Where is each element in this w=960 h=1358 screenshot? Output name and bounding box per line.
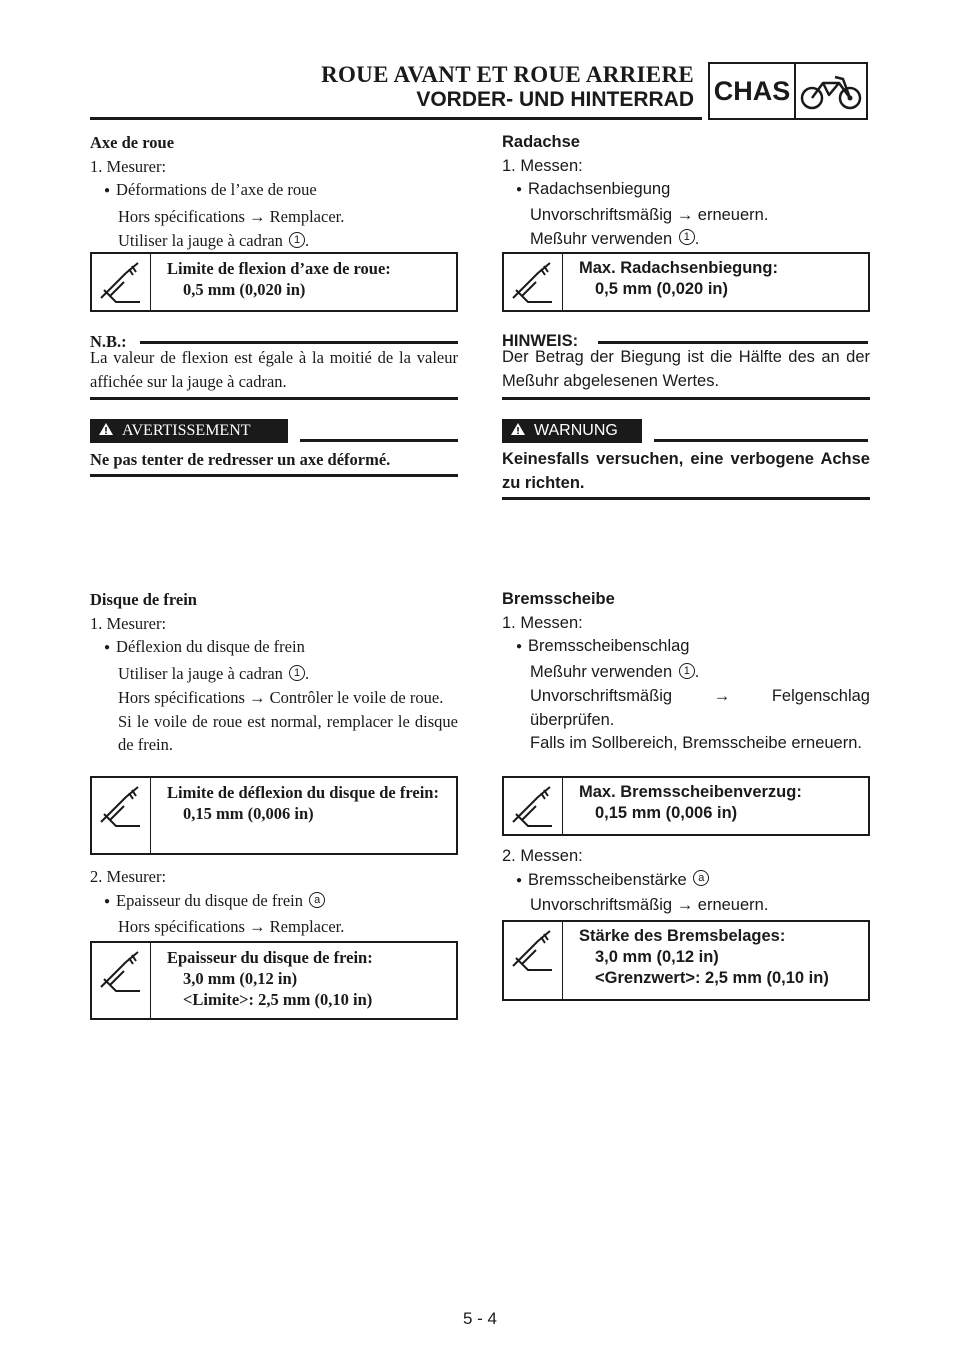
fr-axle-line3: Utiliser la jauge à cadran	[118, 230, 283, 250]
caliper-icon	[504, 254, 563, 310]
fr-disc-spec-box	[90, 776, 458, 855]
fr-thick-ref: a	[309, 892, 325, 908]
fr-warning-text: Ne pas tenter de redresser un axe déformé.	[90, 450, 391, 469]
de-axle-line2: Unvorschriftsmäßig → erneuern.	[530, 206, 769, 225]
fr-thick-line2: Hors spécifications → Remplacer.	[118, 917, 345, 937]
warning-triangle-icon	[98, 422, 114, 441]
caliper-icon	[504, 778, 563, 834]
fr-disc-line2: Utiliser la jauge à cadran	[118, 664, 283, 684]
fr-disc-section: Disque de frein 1. Mesurer: ● Déflexion du disque de frein Utiliser la jauge à cadran 1 . Hors spécifications → Contrôler le voile de roue. Si le voile de roue est normal, remplacer le disque de frein.	[90, 588, 458, 757]
title-french: ROUE AVANT ET ROUE ARRIERE	[321, 62, 694, 87]
de-warning-badge	[502, 419, 642, 443]
de-axle-heading: Radachse	[502, 133, 580, 151]
de-thick-spec-title: Stärke des Bremsbelages:	[579, 927, 786, 945]
de-note-text: Der Betrag der Biegung ist die Hälfte des an der Meßuhr abgelesenen Wertes.	[502, 348, 870, 390]
de-axle-ref: 1	[679, 229, 695, 245]
fr-thick-section	[90, 865, 458, 939]
fr-axle-heading: Axe de roue	[90, 133, 175, 152]
de-thick-step2: 2. Messen:	[502, 847, 583, 865]
motorcycle-icon	[796, 64, 866, 118]
warning-triangle-icon	[510, 422, 526, 441]
section-badge	[708, 62, 868, 120]
de-warning-text: Keinesfalls versuchen, eine verbogene Achse zu richten.	[502, 450, 870, 492]
fr-note-rule-bottom	[90, 397, 458, 400]
de-axle-line3: Meßuhr verwenden	[530, 229, 673, 248]
de-disc-line2: Meßuhr verwenden	[530, 663, 673, 682]
de-axle-section: Radachse 1. Messen: ● Radachsenbiegung Unvorschriftsmäßig → erneuern. Meßuhr verwenden 1 .	[502, 131, 870, 252]
de-warning-rule-bottom	[502, 497, 870, 500]
de-disc-bullet: ● Bremsscheibenschlag	[502, 635, 870, 661]
fr-thick-spec-box	[90, 941, 458, 1020]
de-thick-spec-value: 3,0 mm (0,12 in)	[595, 948, 719, 966]
de-axle-spec-title: Max. Radachsenbiegung:	[579, 259, 778, 277]
de-disc-spec-value: 0,15 mm (0,006 in)	[595, 804, 738, 822]
de-disc-line3: Unvorschriftsmäßig → Felgenschlag überprüfen.	[530, 686, 870, 729]
de-disc-step1: 1. Messen:	[502, 613, 583, 632]
fr-axle-line2: Hors spécifications → Remplacer.	[118, 207, 345, 227]
de-thick-section	[502, 845, 870, 918]
page-number: 5 - 4	[462, 1309, 498, 1328]
fr-note-text: La valeur de flexion est égale à la moitié de la valeur affichée sur la jauge à cadran.	[90, 348, 458, 391]
fr-disc-spec-value: 0,15 mm (0,006 in)	[183, 804, 314, 823]
fr-axle-ref: 1	[289, 232, 305, 248]
caliper-icon	[92, 943, 151, 1018]
de-note-rule-top	[598, 341, 868, 344]
de-thick-spec-box	[502, 920, 870, 1001]
de-disc-heading: Bremsscheibe	[502, 590, 615, 608]
de-disc-spec-title: Max. Bremsscheibenverzug:	[579, 783, 802, 801]
fr-disc-line3: Hors spécifications → Contrôler le voile de roue.	[118, 687, 444, 707]
fr-note-rule-top	[140, 341, 458, 344]
section-badge-label: CHAS	[710, 64, 796, 118]
de-warning-label: WARNUNG	[534, 422, 618, 439]
fr-disc-spec-title: Limite de déflexion du disque de frein:	[167, 783, 439, 802]
fr-disc-step1: 1. Mesurer:	[90, 613, 167, 633]
caliper-icon	[92, 254, 151, 310]
fr-thick-spec-limit: <Limite>: 2,5 mm (0,10 in)	[183, 990, 373, 1009]
fr-axle-spec-title: Limite de flexion d’axe de roue:	[167, 259, 391, 278]
fr-axle-bullet: ● Déformations de l’axe de roue	[90, 178, 458, 205]
de-warning-rule-top	[654, 439, 868, 442]
fr-disc-bullet: ● Déflexion du disque de frein	[90, 635, 458, 662]
fr-thick-bullet: Epaisseur du disque de frein	[116, 890, 303, 910]
fr-axle-spec-box	[90, 252, 458, 312]
title-german: VORDER- UND HINTERRAD	[416, 88, 694, 111]
de-disc-line4: Falls im Sollbereich, Bremsscheibe erneuern.	[530, 734, 862, 753]
de-axle-spec-value: 0,5 mm (0,020 in)	[595, 280, 728, 298]
de-thick-bullet: Bremsscheibenstärke	[528, 870, 687, 889]
fr-disc-ref: 1	[289, 665, 305, 681]
header-rule	[90, 117, 702, 120]
fr-axle-step1: 1. Mesurer:	[90, 156, 167, 176]
de-disc-ref: 1	[679, 663, 695, 679]
caliper-icon	[504, 922, 563, 999]
de-axle-step1: 1. Messen:	[502, 156, 583, 175]
de-thick-ref: a	[693, 870, 709, 886]
fr-thick-spec-title: Epaisseur du disque de frein:	[167, 948, 373, 967]
de-axle-spec-box	[502, 252, 870, 312]
fr-warning-badge	[90, 419, 288, 443]
fr-warning-label: AVERTISSEMENT	[122, 422, 251, 439]
fr-disc-line4: Si le voile de roue est normal, remplacer le disque de frein.	[118, 711, 458, 755]
de-axle-bullet: ● Radachsenbiegung	[502, 178, 870, 204]
fr-note-label: N.B.:	[90, 332, 127, 351]
de-disc-spec-box	[502, 776, 870, 836]
fr-warning-rule-bottom	[90, 474, 458, 477]
fr-axle-section: Axe de roue 1. Mesurer: ● Déformations de l’axe de roue Hors spécifications → Remplacer. Utiliser la jauge à cadran 1 .	[90, 131, 458, 253]
de-disc-section: Bremsscheibe 1. Messen: ● Bremsscheibenschlag Meßuhr verwenden 1 . Unvorschriftsmäßig → Felgenschlag überprüfen. Falls im Sollbereich, Bremsscheibe erneuern.	[502, 588, 870, 756]
fr-axle-spec-value: 0,5 mm (0,020 in)	[183, 280, 306, 299]
de-thick-spec-limit: <Grenzwert>: 2,5 mm (0,10 in)	[595, 969, 829, 987]
de-note-rule-bottom	[502, 397, 870, 400]
fr-thick-step2: 2. Mesurer:	[90, 867, 167, 886]
fr-disc-heading: Disque de frein	[90, 590, 197, 609]
de-thick-line2: Unvorschriftsmäßig → erneuern.	[530, 896, 769, 915]
caliper-icon	[92, 778, 151, 853]
fr-thick-spec-value: 3,0 mm (0,12 in)	[183, 969, 298, 988]
fr-warning-rule-top	[300, 439, 458, 442]
de-note-label: HINWEIS:	[502, 332, 579, 350]
